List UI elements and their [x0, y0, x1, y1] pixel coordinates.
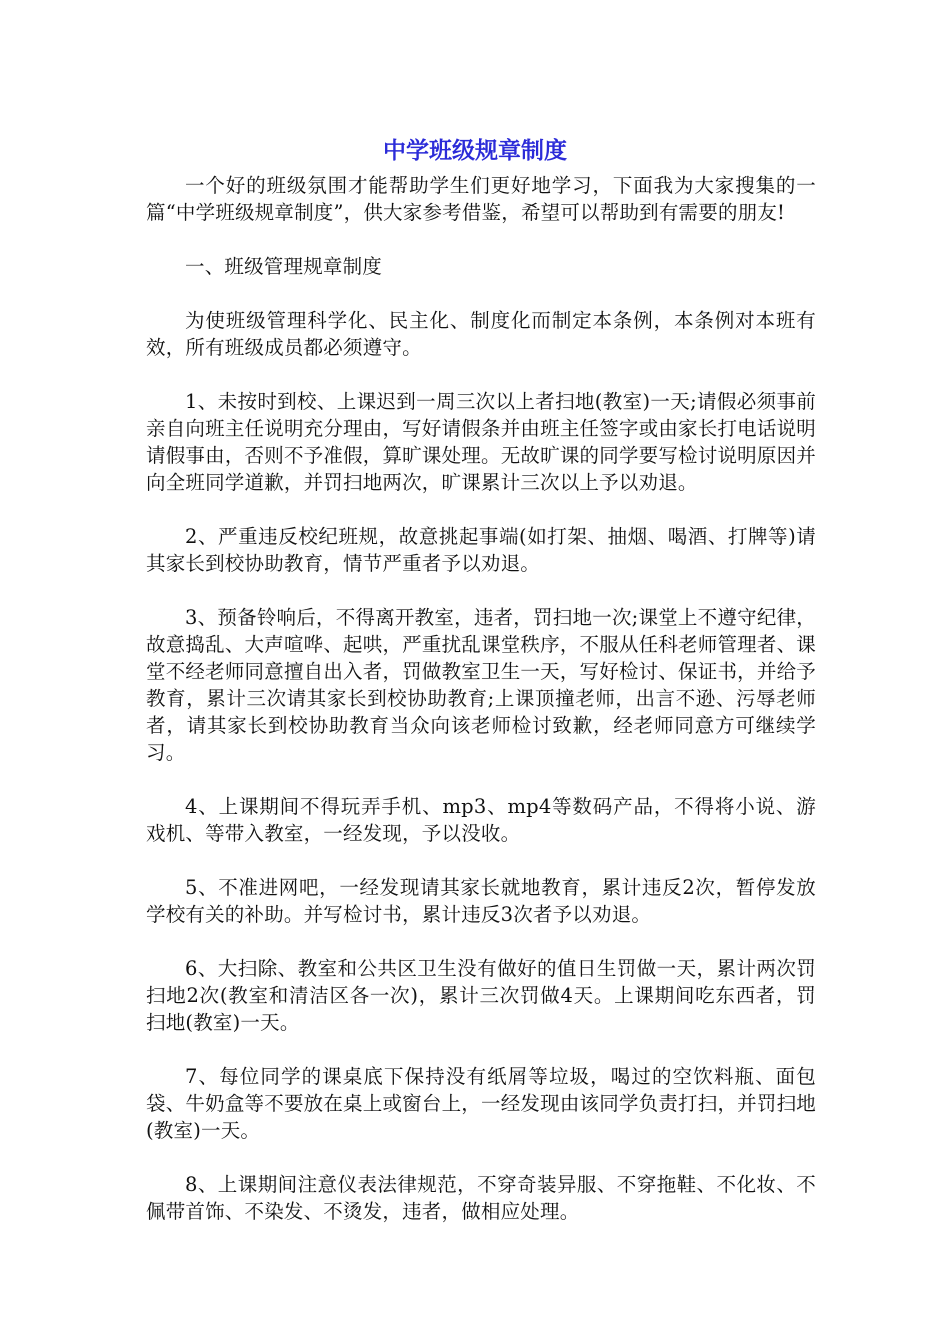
- rule-item-1: 1、未按时到校、上课迟到一周三次以上者扫地(教室)一天;请假必须事前亲自向班主任说明充分理由，写好请假条并由班主任签字或由家长打电话说明请假事由，否则不予准假，算旷课处理。无故旷课的同学要写检讨说明原因并向全班同学道歉，并罚扫地两次，旷课累计三次以上予以劝退。: [146, 390, 816, 494]
- rule-item-2: 2、严重违反校纪班规，故意挑起事端(如打架、抽烟、喝酒、打牌等)请其家长到校协助教育，情节严重者予以劝退。: [146, 525, 816, 575]
- intro-paragraph: 一个好的班级氛围才能帮助学生们更好地学习，下面我为大家搜集的一篇“中学班级规章制度”，供大家参考借鉴，希望可以帮助到有需要的朋友!: [146, 174, 816, 224]
- section-heading: 一、班级管理规章制度: [185, 255, 383, 278]
- rule-item-3: 3、预备铃响后，不得离开教室，违者，罚扫地一次;课堂上不遵守纪律，故意捣乱、大声喧哗、起哄，严重扰乱课堂秩序，不服从任科老师管理者、课堂不经老师同意擅自出入者，罚做教室卫生一天，写好检讨、保证书，并给予教育，累计三次请其家长到校协助教育;上课顶撞老师，出言不逊、污辱老师者，请其家长到校协助教育当众向该老师检讨致歉，经老师同意方可继续学习。: [146, 606, 816, 764]
- rule-item-7: 7、每位同学的课桌底下保持没有纸屑等垃圾，喝过的空饮料瓶、面包袋、牛奶盒等不要放在桌上或窗台上，一经发现由该同学负责打扫，并罚扫地(教室)一天。: [146, 1065, 816, 1142]
- rule-item-5: 5、不准进网吧，一经发现请其家长就地教育，累计违反2次，暂停发放学校有关的补助。并写检讨书，累计违反3次者予以劝退。: [146, 876, 816, 926]
- document-body: [146, 172, 816, 1252]
- document-title: 中学班级规章制度: [383, 138, 567, 164]
- preamble-paragraph: 为使班级管理科学化、民主化、制度化而制定本条例，本条例对本班有效，所有班级成员都必须遵守。: [146, 309, 816, 359]
- rule-item-4: 4、上课期间不得玩弄手机、mp3、mp4等数码产品，不得将小说、游戏机、等带入教室，一经发现，予以没收。: [146, 795, 816, 845]
- rule-item-6: 6、大扫除、教室和公共区卫生没有做好的值日生罚做一天，累计两次罚扫地2次(教室和清洁区各一次)，累计三次罚做4天。上课期间吃东西者，罚扫地(教室)一天。: [146, 957, 816, 1034]
- rule-item-8: 8、上课期间注意仪表法律规范，不穿奇装异服、不穿拖鞋、不化妆、不佩带首饰、不染发、不烫发，违者，做相应处理。: [146, 1173, 816, 1223]
